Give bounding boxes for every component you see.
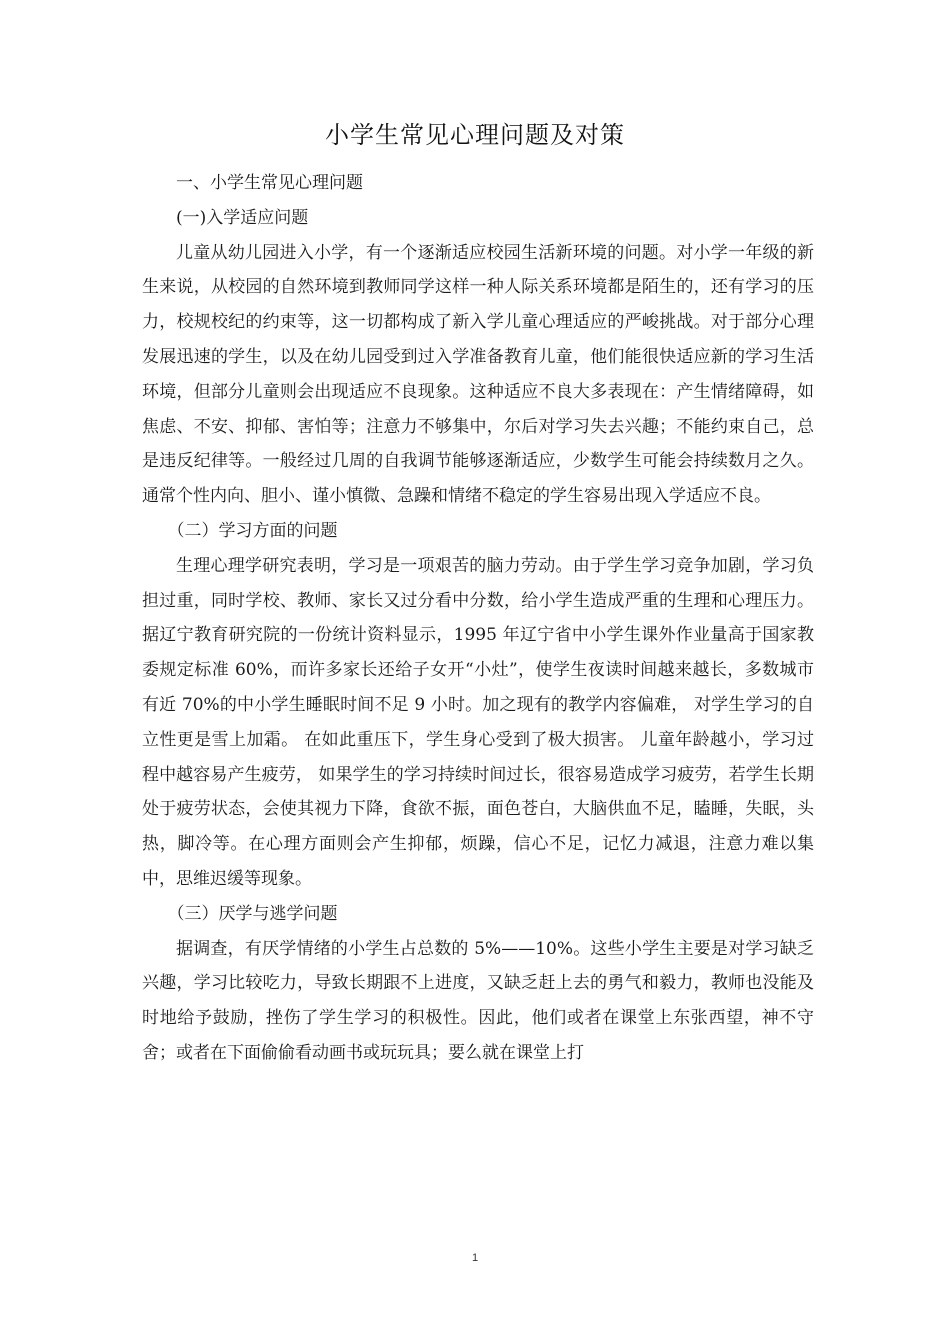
subsection-heading-adjustment: (一)入学适应问题 — [176, 207, 309, 228]
subsection-heading-truancy: （三）厌学与逃学问题 — [167, 903, 338, 924]
paragraph-learning: 生理心理学研究表明，学习是一项艰苦的脑力劳动。由于学生学习竞争加剧，学习负担过重，同时学校、教师、家长又过分看中分数，给小学生造成严重的生理和心理压力。据辽宁教育研究院的一份统计资料显示，1995 年辽宁省中小学生课外作业量高于国家教委规定标准 60%，而许多家长还给子女开“小灶”，使学生夜读时间越来越长，多数城市有近 70%的中小学生睡眠时间不足 9 小时。加之现有的教学内容偏难， 对学生学习的自立性更是雪上加霜。 在如此重压下，学生身心受到了极大损害。 儿童年龄越小，学习过程中越容易产生疲劳， 如果学生的学习持续时间过长，很容易造成学习疲劳，若学生长期处于疲劳状态，会使其视力下降，食欲不振，面色苍白，大脑供血不足，瞌睡，失眠，头热，脚冷等。在心理方面则会产生抑郁，烦躁，信心不足，记忆力减退，注意力难以集中，思维迟缓等现象。 — [142, 555, 814, 889]
paragraph-adjustment: 儿童从幼儿园进入小学，有一个逐渐适应校园生活新环境的问题。对小学一年级的新生来说，从校园的自然环境到教师同学这样一种人际关系环境都是陌生的，还有学习的压力，校规校纪的约束等，这一切都构成了新入学儿童心理适应的严峻挑战。对于部分心理发展迅速的学生，以及在幼儿园受到过入学准备教育儿童，他们能很快适应新的学习生活环境，但部分儿童则会出现适应不良现象。这种适应不良大多表现在：产生情绪障碍，如焦虑、不安、抑郁、害怕等；注意力不够集中，尔后对学习失去兴趣；不能约束自己，总是违反纪律等。一般经过几周的自我调节能够逐渐适应，少数学生可能会持续数月之久。通常个性内向、胆小、谨小慎微、急躁和情绪不稳定的学生容易出现入学适应不良。 — [142, 242, 814, 507]
section-heading: 一、小学生常见心理问题 — [176, 173, 363, 193]
document-title: 小学生常见心理问题及对策 — [325, 121, 625, 149]
paragraph-truancy: 据调查，有厌学情绪的小学生占总数的 5%——10%。这些小学生主要是对学习缺乏兴趣，学习比较吃力，导致长期跟不上进度，又缺乏赶上去的勇气和毅力，教师也没能及时地给予鼓励，挫伤了学生学习的积极性。因此，他们或者在课堂上东张西望，神不守舍；或者在下面偷偷看动画书或玩玩具；要么就在课堂上打 — [142, 938, 814, 1063]
page-number: 1 — [471, 1252, 479, 1264]
subsection-heading-learning: （二）学习方面的问题 — [167, 520, 338, 541]
document-body — [142, 166, 814, 1071]
